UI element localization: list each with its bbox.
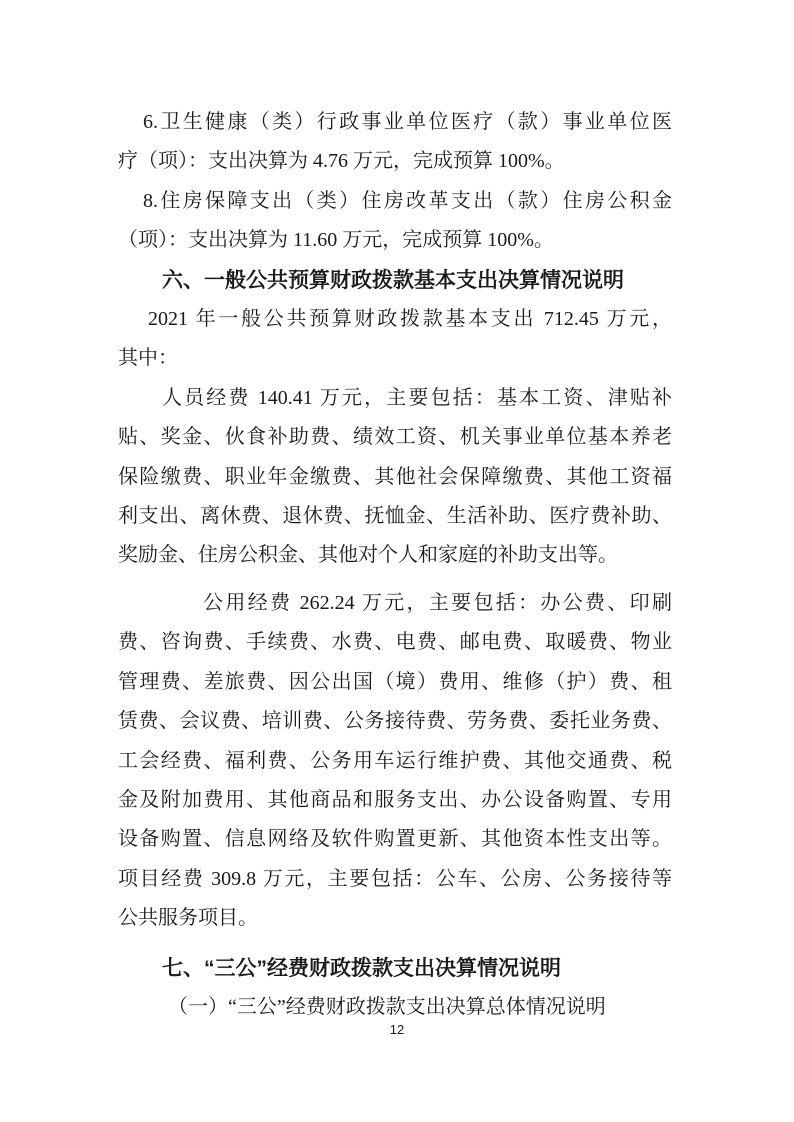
text-line: 6.卫生健康（类）行政事业单位医疗（款）事业单位医 — [143, 111, 672, 133]
text-line: 2021 年一般公共预算财政拨款基本支出 712.45 万元， — [148, 308, 672, 331]
text-line: 项目经费 309.8 万元，主要包括：公车、公房、公务接待等 — [118, 867, 672, 890]
section-heading: 六、一般公共预算财政拨款基本支出决算情况说明 — [162, 268, 624, 292]
page-number: 12 — [389, 1022, 405, 1037]
text-line: （项）：支出决算为 11.60 万元，完成预算 100%。 — [118, 229, 554, 252]
text-line: 管理费、差旅费、因公出国（境）费用、维修（护）费、租 — [118, 670, 672, 693]
section-heading: 七、“三公”经费财政拨款支出决算情况说明 — [162, 956, 561, 980]
text-line: 公用经费 262.24 万元，主要包括：办公费、印刷 — [203, 591, 672, 614]
text-line: 赁费、会议费、培训费、公务接待费、劳务费、委托业务费、 — [118, 710, 672, 733]
text-line: 利支出、离休费、退休费、抚恤金、生活补助、医疗费补助、 — [118, 505, 672, 528]
text-line: 费、咨询费、手续费、水费、电费、邮电费、取暖费、物业 — [118, 631, 672, 654]
text-line: 金及附加费用、其他商品和服务支出、办公设备购置、专用 — [118, 788, 672, 811]
text-line: 8.住房保障支出（类）住房改革支出（款）住房公积金 — [143, 189, 672, 212]
text-line: 保险缴费、职业年金缴费、其他社会保障缴费、其他工资福 — [118, 465, 672, 488]
text-line: 奖励金、住房公积金、其他对个人和家庭的补助支出等。 — [118, 544, 618, 567]
text-line: 贴、奖金、伙食补助费、绩效工资、机关事业单位基本养老 — [118, 426, 672, 449]
text-line: 设备购置、信息网络及软件购置更新、其他资本性支出等。 — [118, 828, 672, 851]
text-line: 公共服务项目。 — [118, 907, 258, 930]
document-content — [118, 103, 672, 1027]
text-line: （一）“三公”经费财政拨款支出决算总体情况说明 — [168, 995, 606, 1018]
text-line: 疗（项）：支出决算为 4.76 万元，完成预算 100%。 — [118, 150, 565, 173]
text-line: 其中： — [118, 347, 178, 370]
text-line: 人员经费 140.41 万元，主要包括：基本工资、津贴补 — [162, 386, 672, 409]
text-line: 工会经费、福利费、公务用车运行维护费、其他交通费、税 — [118, 749, 672, 772]
